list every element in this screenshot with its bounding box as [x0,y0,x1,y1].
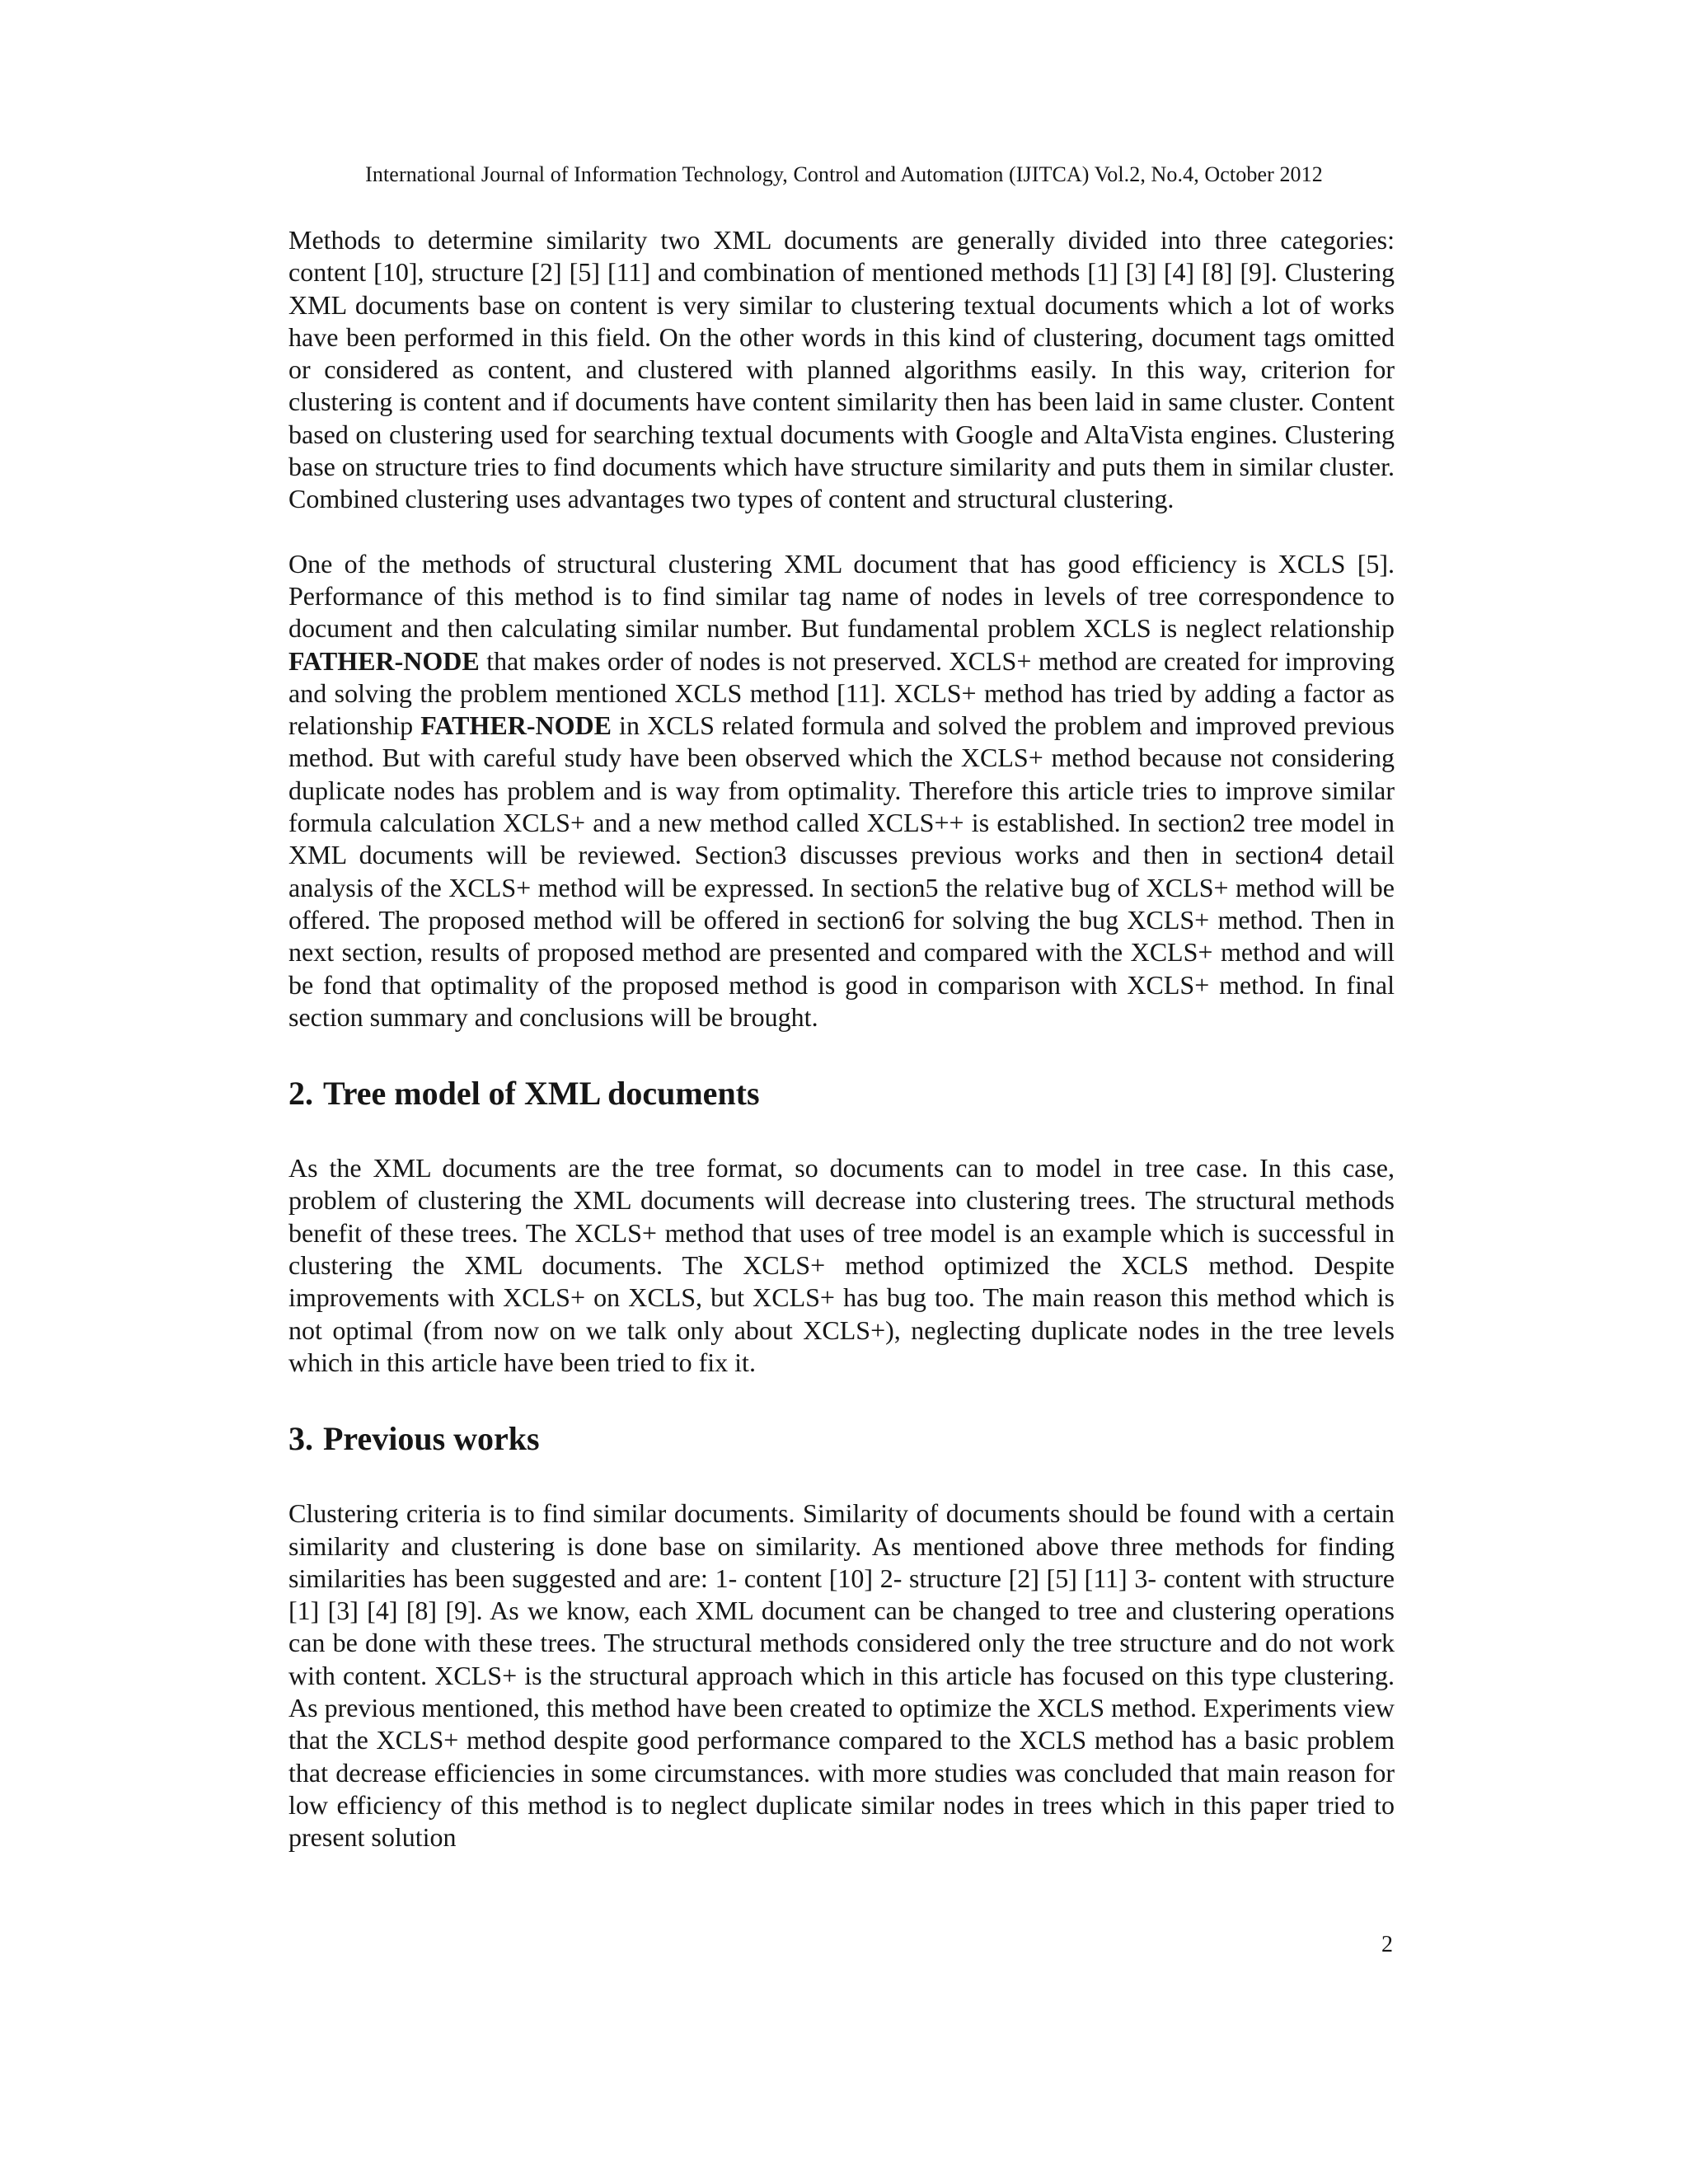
section-2-paragraph: As the XML documents are the tree format, so documents can to model in tree case. In this case, problem of clustering the XML documents will decrease into clustering trees. The structural methods benefit of these trees. The XCLS+ method that uses of tree model is an example which is successful in clustering the XML documents. The XCLS+ method optimized the XCLS method. Despite improvements with XCLS+ on XCLS, but XCLS+ has bug too. The main reason this method which is not optimal (from now on we talk only about XCLS+), neglecting duplicate nodes in the tree levels which in this article have been tried to fix it. [288,1153,1395,1377]
intro-paragraph-2-text-b: that makes order of nodes is not preserved. XCLS+ method are created for improving and solving the problem mentioned XCLS method [11]. XCLS+ method has tried by adding a factor as relationship [288,645,1395,741]
section-3-heading [288,1419,1395,1459]
section-3-title: Previous works [323,1420,540,1458]
section-2-number: 2. [288,1075,313,1113]
intro-paragraph-2-text-c: in XCLS related formula and solved the problem and improved previous method. But with careful study have been observed which the XCLS+ method because not considering duplicate nodes has problem and is way from optimality. Therefore this article tries to improve similar formula calculation XCLS+ and a new method called XCLS++ is established. In section2 tree model in XML documents will be reviewed. Section3 discusses previous works and then in section4 detail analysis of the XCLS+ method will be expressed. In section5 the relative bug of XCLS+ method will be offered. The proposed method will be offered in section6 for solving the bug XCLS+ method. Then in next section, results of proposed method are presented and compared with the XCLS+ method and will be fond that optimality of the proposed method is good in comparison with XCLS+ method. In final section summary and conclusions will be brought. [288,710,1395,1032]
section-3-paragraph: Clustering criteria is to find similar documents. Similarity of documents should be found with a certain similarity and clustering is done base on similarity. As mentioned above three methods for finding similarities has been suggested and are: 1- content [10] 2- structure [2] [5] [11] 3- content with structure [1] [3] [4] [8] [9]. As we know, each XML document can be changed to tree and clustering operations can be done with these trees. The structural methods considered only the tree structure and do not work with content. XCLS+ is the structural approach which in this article has focused on this type clustering. As previous mentioned, this method have been created to optimize the XCLS method. Experiments view that the XCLS+ method despite good performance compared to the XCLS method has a basic problem that decrease efficiencies in some circumstances. with more studies was concluded that main reason for low efficiency of this method is to neglect duplicate similar nodes in trees which in this paper tried to present solution [288,1498,1395,1853]
page-number: 2 [1381,1932,1393,1957]
intro-paragraph-2-text-a: One of the methods of structural clustering XML document that has good efficiency is XCLS [5]. Performance of this method is to find similar tag name of nodes in levels of tree correspondence to document and then calculating similar number. But fundamental problem XCLS is neglect relationship [288,548,1395,644]
page-body [288,224,1395,1854]
section-2-heading [288,1074,1395,1113]
father-node-term: FATHER-NODE [420,710,612,741]
running-header: International Journal of Information Technology, Control and Automation (IJITCA) Vol.2, No.4, October 2012 [365,162,1323,186]
section-3-number: 3. [288,1420,313,1458]
father-node-term: FATHER-NODE [288,645,480,676]
intro-paragraph-2 [288,548,1395,1033]
section-2-title: Tree model of XML documents [323,1075,760,1113]
intro-paragraph-1: Methods to determine similarity two XML documents are generally divided into three categories: content [10], structure [2] [5] [11] and combination of mentioned methods [1] [3] [4] [8] [9]. Clustering XML documents base on content is very similar to clustering textual documents which a lot of works have been performed in this field. On the other words in this kind of clustering, document tags omitted or considered as content, and clustered with planned algorithms easily. In this way, criterion for clustering is content and if documents have content similarity then has been laid in same cluster. Content based on clustering used for searching textual documents with Google and AltaVista engines. Clustering base on structure tries to find documents which have structure similarity and puts them in similar cluster. Combined clustering uses advantages two types of content and structural clustering. [288,225,1395,514]
